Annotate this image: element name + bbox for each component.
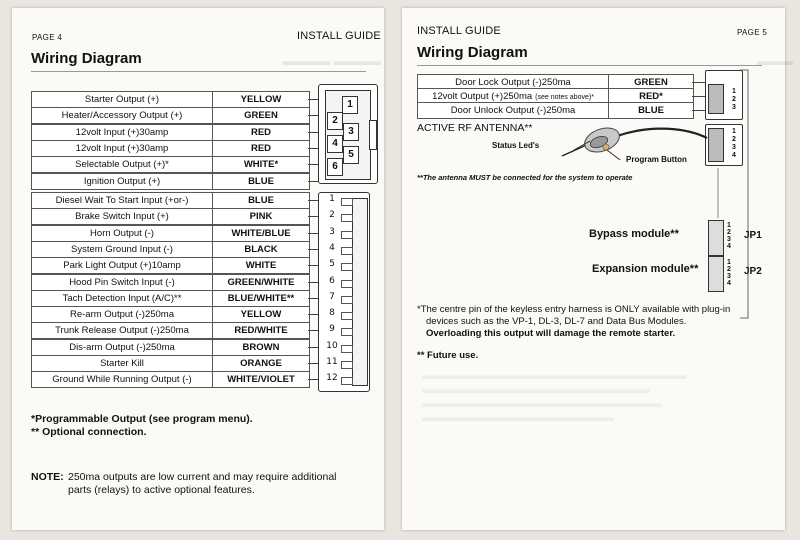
- jp2-pin: 1: [727, 259, 731, 266]
- install-guide-header: INSTALL GUIDE: [417, 25, 501, 37]
- jp2-connector: [708, 256, 724, 292]
- pin-slot: [341, 345, 353, 353]
- wire-function-label: Ground While Running Output (-): [31, 371, 213, 388]
- jp2-pin: 4: [727, 280, 731, 287]
- wire-color-label: BROWN: [212, 339, 310, 356]
- main-connector-pin: 7: [329, 291, 335, 302]
- wire-function-label: Heater/Accessory Output (+): [31, 107, 213, 124]
- wire-function-label: Tach Detection Input (A/C)**: [31, 290, 213, 307]
- main-connector-pin: 6: [329, 275, 335, 286]
- status-leds-label: Status Led's: [492, 141, 540, 150]
- antenna-pin: 1: [732, 128, 736, 135]
- bleed-through-text: ▬▬▬▬▬▬▬▬▬▬▬▬▬▬▬▬▬▬▬▬▬▬ ▬▬▬▬▬▬▬▬▬▬▬▬▬▬▬▬▬▬▬ ▬▬▬▬▬▬▬▬▬▬▬▬▬▬▬▬▬▬▬▬ ▬▬▬▬▬▬▬▬▬▬▬▬▬▬▬▬: [422, 368, 686, 424]
- wire-function-label: Ignition Output (+): [31, 173, 213, 190]
- jp1-pin: 2: [727, 229, 731, 236]
- jp2-pin: 2: [727, 266, 731, 273]
- expansion-module-label: Expansion module**: [592, 263, 699, 275]
- wire-function-label: Starter Kill: [31, 355, 213, 372]
- wire-color-label: PINK: [212, 208, 310, 225]
- antenna-title: ACTIVE RF ANTENNA**: [417, 122, 533, 134]
- main-connector-pin: 8: [329, 308, 335, 319]
- wire-color-label: RED*: [608, 88, 694, 105]
- wire-function-label: 12volt Input (+)30amp: [31, 140, 213, 157]
- pin-slot: [341, 198, 353, 206]
- main-connector-pin: 3: [329, 226, 335, 237]
- wire-function-label: Horn Output (-): [31, 225, 213, 242]
- main-connector-latch: [352, 198, 368, 386]
- pin-slot: [341, 361, 353, 369]
- pin-slot: [341, 328, 353, 336]
- antenna-pin: 2: [732, 136, 736, 143]
- page-number: PAGE 4: [32, 33, 63, 42]
- wire-color-label: WHITE*: [212, 156, 310, 173]
- future-use-note: ** Future use.: [417, 350, 479, 361]
- centre-pin-note-line1: *The centre pin of the keyless entry harness is ONLY available with plug-in: [417, 304, 731, 315]
- jp1-connector: [708, 220, 724, 256]
- wire-color-label: WHITE: [212, 257, 310, 274]
- wire-color-label: WHITE/VIOLET: [212, 371, 310, 388]
- main-connector-pin: 1: [329, 194, 335, 204]
- wire-color-label: YELLOW: [212, 91, 310, 108]
- lock-pin: 1: [732, 88, 736, 95]
- wire-color-label: YELLOW: [212, 306, 310, 323]
- pin-slot: [341, 296, 353, 304]
- pin-slot: [341, 280, 353, 288]
- centre-pin-note-line2: devices such as the VP-1, DL-3, DL-7 and Data Bus Modules.: [426, 316, 687, 327]
- main-connector-pin: 2: [329, 210, 335, 221]
- wire-function-label: Starter Output (+): [31, 91, 213, 108]
- power-pin: 3: [343, 123, 359, 141]
- wire-color-label: GREEN: [608, 74, 694, 91]
- wire-color-label: BLUE: [608, 102, 694, 119]
- program-button-label: Program Button: [626, 155, 687, 164]
- jp2-label: JP2: [744, 266, 762, 277]
- wire-color-label: BLUE/WHITE**: [212, 290, 310, 307]
- wire-function-label: Selectable Output (+)*: [31, 156, 213, 173]
- title-rule: [31, 71, 366, 72]
- bleed-through-text: ▬▬▬: [757, 54, 793, 68]
- wire-color-label: GREEN: [212, 107, 310, 124]
- main-connector-pin: 5: [329, 259, 335, 270]
- power-pin: 6: [327, 158, 343, 176]
- wire-color-label: BLACK: [212, 241, 310, 258]
- pin-slot: [341, 214, 353, 222]
- jp1-pin: 4: [727, 243, 731, 250]
- wire-function-label: Door Unlock Output (-)250ma: [417, 102, 609, 119]
- wire-color-label: BLUE: [212, 192, 310, 209]
- page-number: PAGE 5: [737, 28, 768, 37]
- power-pin: 4: [327, 135, 343, 153]
- main-connector-pin: 11: [326, 357, 338, 367]
- antenna-pin: 3: [732, 144, 736, 151]
- wire-function-label: System Ground Input (-): [31, 241, 213, 258]
- left-page: [12, 8, 384, 530]
- wire-function-subnote: (see notes above)*: [535, 94, 594, 101]
- footnote-optional: ** Optional connection.: [31, 426, 147, 438]
- wire-function-label: Hood Pin Switch Input (-): [31, 274, 213, 291]
- wire-function-label: Door Lock Output (-)250ma: [417, 74, 609, 91]
- pin-slot: [341, 377, 353, 385]
- install-guide-header: INSTALL GUIDE: [297, 30, 381, 42]
- wire-color-label: ORANGE: [212, 355, 310, 372]
- jp1-label: JP1: [744, 230, 762, 241]
- antenna-pin: 4: [732, 152, 736, 159]
- note-text-line2: parts (relays) to active optional features.: [68, 484, 255, 496]
- power-pin: 5: [343, 146, 359, 164]
- power-pin: 1: [342, 96, 358, 114]
- bleed-through-text: ▬▬▬▬ ▬▬▬▬: [282, 54, 382, 68]
- wire-function-label: Park Light Output (+)10amp: [31, 257, 213, 274]
- centre-pin-note-line3: Overloading this output will damage the remote starter.: [426, 328, 676, 339]
- footnote-programmable: *Programmable Output (see program menu).: [31, 413, 253, 425]
- wire-function-label: Trunk Release Output (-)250ma: [31, 322, 213, 339]
- note-text-line1: 250ma outputs are low current and may require additional: [68, 471, 337, 483]
- wire-color-label: RED/WHITE: [212, 322, 310, 339]
- wire-color-label: WHITE/BLUE: [212, 225, 310, 242]
- connector-latch: [369, 120, 377, 150]
- wire-color-label: RED: [212, 140, 310, 157]
- pin-slot: [341, 231, 353, 239]
- page-title: Wiring Diagram: [31, 50, 142, 67]
- power-pin: 2: [327, 112, 343, 130]
- page-title: Wiring Diagram: [417, 44, 528, 61]
- main-connector-pin: 12: [326, 373, 338, 384]
- note-label: NOTE:: [31, 471, 64, 483]
- wire-function-label: Brake Switch Input (+): [31, 208, 213, 225]
- wire-color-label: BLUE: [212, 173, 310, 190]
- jp1-pin: 1: [727, 222, 731, 229]
- wire-color-label: GREEN/WHITE: [212, 274, 310, 291]
- wire-function-label: 12volt Input (+)30amp: [31, 124, 213, 141]
- lock-pin: 2: [732, 96, 736, 103]
- pin-slot: [341, 247, 353, 255]
- jp2-pin: 3: [727, 273, 731, 280]
- pin-slot: [341, 263, 353, 271]
- bypass-module-label: Bypass module**: [589, 228, 679, 240]
- wire-function-label: Dis-arm Output (-)250ma: [31, 339, 213, 356]
- jp1-pin: 3: [727, 236, 731, 243]
- main-connector-pin: 9: [329, 324, 335, 335]
- wire-function-label: Re-arm Output (-)250ma: [31, 306, 213, 323]
- main-connector-pin: 4: [329, 242, 335, 253]
- right-page: [402, 8, 793, 530]
- wire-function-label: Diesel Wait To Start Input (+or-): [31, 192, 213, 209]
- pin-slot: [341, 312, 353, 320]
- lock-pin: 3: [732, 104, 736, 111]
- main-connector-pin: 10: [326, 340, 338, 351]
- wire-function-text: 12volt Output (+)250ma: [432, 91, 533, 102]
- wire-color-label: RED: [212, 124, 310, 141]
- antenna-note: **The antenna MUST be connected for the system to operate: [417, 173, 633, 182]
